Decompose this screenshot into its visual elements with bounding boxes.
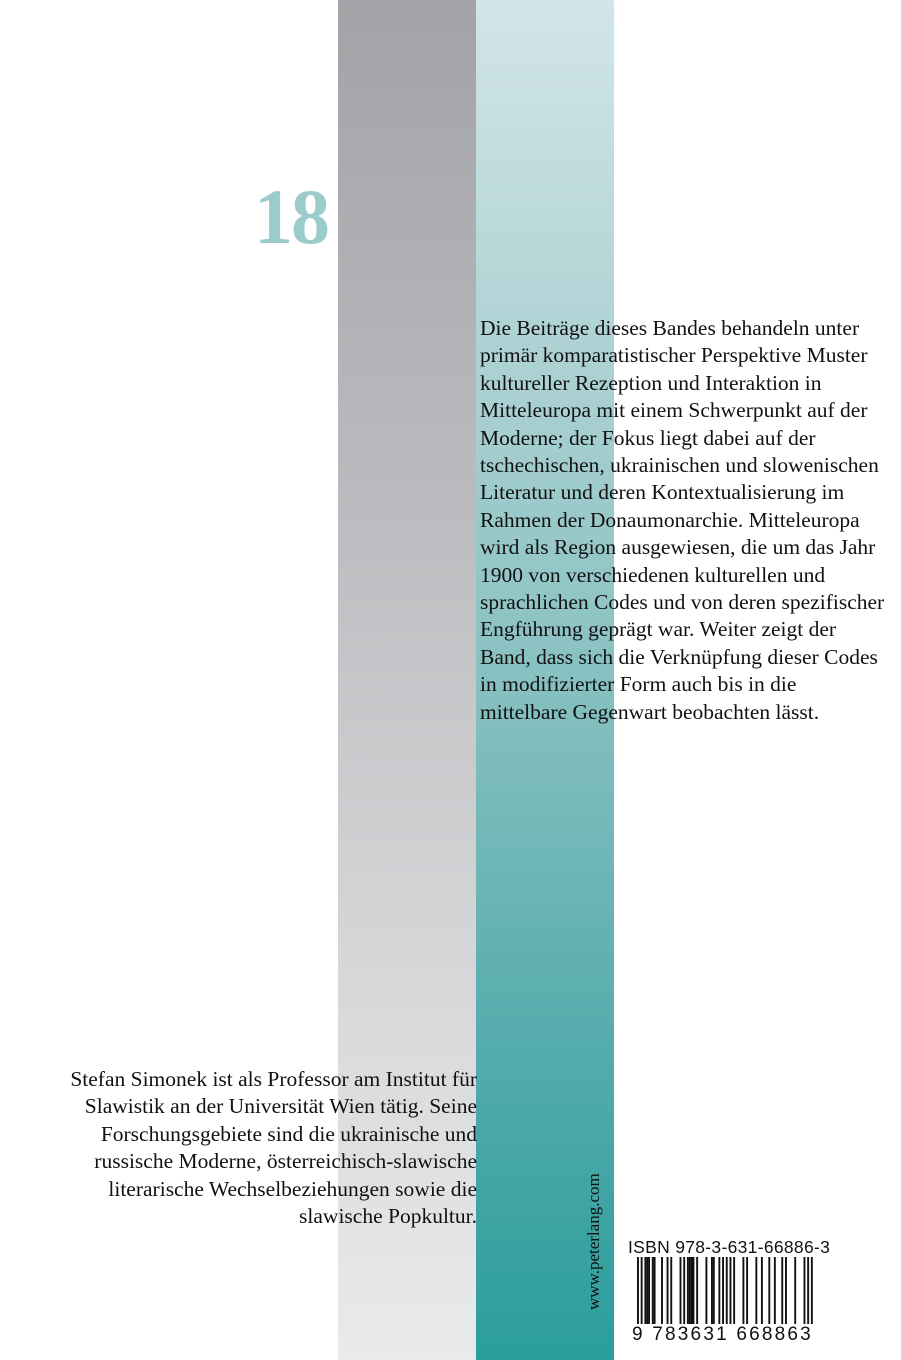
isbn-label: ISBN 978-3-631-66886-3 <box>628 1237 831 1257</box>
barcode-bar <box>680 1257 682 1325</box>
barcode-bar <box>644 1257 646 1325</box>
barcode-bar <box>646 1257 648 1325</box>
barcode-bar <box>667 1257 669 1325</box>
barcode-bar <box>687 1257 689 1325</box>
barcode-bar <box>696 1257 698 1325</box>
barcode-bar <box>693 1257 695 1325</box>
barcode-bar <box>746 1257 748 1325</box>
barcode-bar <box>730 1257 732 1325</box>
barcode-bar <box>683 1257 685 1325</box>
barcode-bar <box>785 1257 787 1325</box>
barcode-bar <box>761 1257 763 1325</box>
barcode-bar <box>755 1257 757 1325</box>
barcode-bar <box>713 1257 715 1325</box>
barcode-bar <box>661 1257 663 1325</box>
barcode-digits: 9 783631 668863 <box>632 1324 813 1345</box>
barcode-bar <box>705 1257 707 1325</box>
barcode-bar <box>742 1257 744 1325</box>
barcode-bar <box>691 1257 693 1325</box>
barcode-bar <box>774 1257 776 1325</box>
publisher-url: www.peterlang.com <box>584 1173 603 1310</box>
series-number: 18 <box>254 173 328 260</box>
barcode-bar <box>718 1257 720 1325</box>
barcode-bar <box>711 1257 713 1325</box>
book-description: Die Beiträge dieses Bandes behandeln unter primär komparatistischer Perspektive Muster kultureller Rezeption und Interaktion in Mitteleuropa mit einem Schwerpunkt auf der Moderne; der Fokus liegt dabei auf der tschechischen, ukrainischen und slowenischen Literatur und deren Kontextualisierung im Rahmen der Donaumonarchie. Mitteleuropa wird als Region ausgewiesen, die um das Jahr 1900 von verschiedenen kulturellen und sprachlichen Codes und von deren spezifischer Engführung geprägt war. Weiter zeigt der Band, dass sich die Verknüpfung dieser Codes in modifizierter Form auch bis in die mittelbare Gegenwart beobachten lässt. <box>480 316 885 724</box>
barcode-bar <box>768 1257 770 1325</box>
barcode-bar <box>648 1257 650 1325</box>
barcode-bar <box>804 1257 806 1325</box>
barcode-bar <box>652 1257 654 1325</box>
author-bio: Stefan Simonek ist als Professor am Institut für Slawistik an der Universität Wien tätig. Seine Forschungsgebiete sind die ukrainische und russische Moderne, österreichisch-slawische literarische Wechselbeziehungen sowie die slawische Popkultur. <box>70 1067 477 1229</box>
barcode-bar <box>794 1257 796 1325</box>
barcode-bar <box>733 1257 735 1325</box>
barcode-bar <box>781 1257 783 1325</box>
barcode-bar <box>654 1257 656 1325</box>
barcode-bar <box>670 1257 672 1325</box>
barcode-bar <box>689 1257 691 1325</box>
